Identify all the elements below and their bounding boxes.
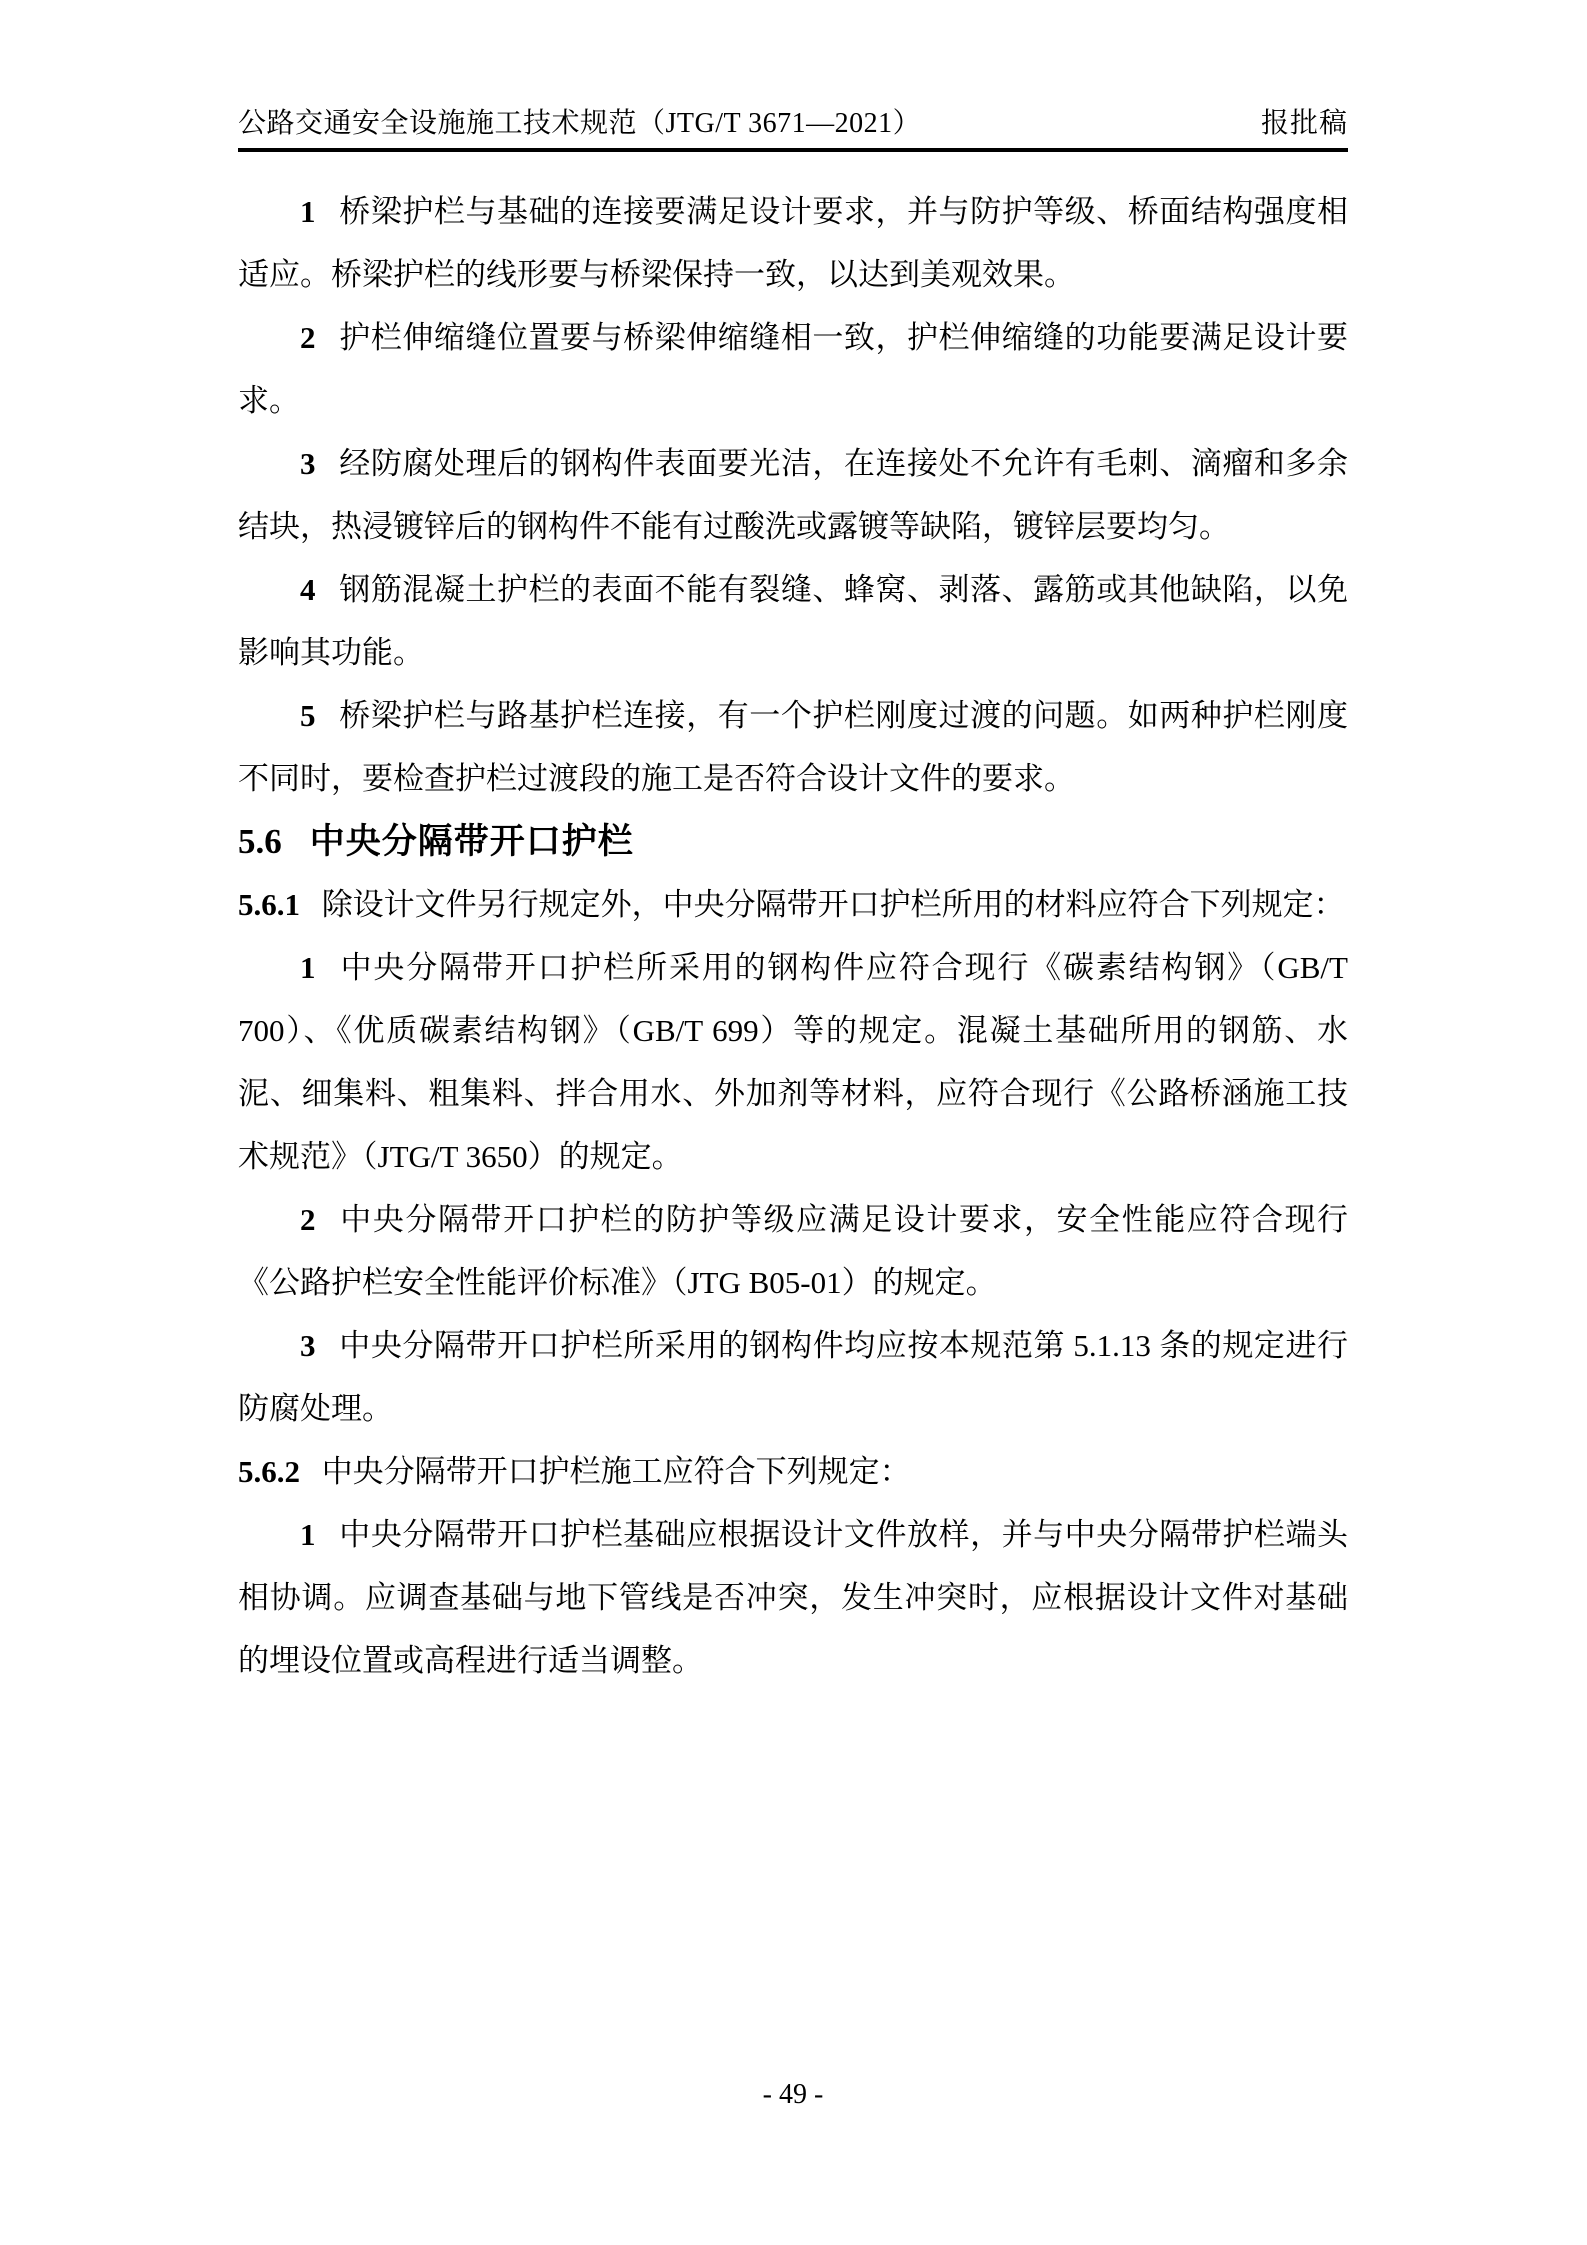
- item-number: 1: [300, 194, 316, 229]
- item-number: 1: [300, 1517, 316, 1552]
- intro-item-2: [238, 306, 1348, 432]
- running-header: [238, 106, 1348, 152]
- section-heading-5-6: [238, 810, 1348, 873]
- item-number: 1: [300, 950, 316, 985]
- document-title: 公路交通安全设施施工技术规范（JTG/T 3671—2021）: [238, 108, 922, 139]
- clause-number: 5.6.1: [238, 887, 300, 922]
- item-number: 2: [300, 320, 316, 355]
- item-text: 中央分隔带开口护栏的防护等级应满足设计要求，安全性能应符合现行《公路护栏安全性能评价标准》（JTG B05-01）的规定。: [238, 1202, 1348, 1300]
- section-title: 中央分隔带开口护栏: [309, 822, 634, 861]
- clause-5-6-2: [238, 1440, 1348, 1503]
- clause-number: 5.6.2: [238, 1454, 300, 1489]
- item-number: 5: [300, 698, 316, 733]
- clause-5-6-1-item-2: [238, 1188, 1348, 1314]
- clause-5-6-1-item-3: [238, 1314, 1348, 1440]
- intro-item-4: [238, 558, 1348, 684]
- clause-text: 中央分隔带开口护栏施工应符合下列规定：: [321, 1454, 911, 1489]
- item-text: 中央分隔带开口护栏所采用的钢构件应符合现行《碳素结构钢》（GB/T 700）、《优质碳素结构钢》（GB/T 699）等的规定。混凝土基础所用的钢筋、水泥、细集料、粗集料、拌合用水、外加剂等材料，应符合现行《公路桥涵施工技术规范》（JTG/T 3650）的规定。: [238, 950, 1348, 1174]
- page-body: [238, 180, 1348, 1692]
- item-text: 钢筋混凝土护栏的表面不能有裂缝、蜂窝、剥落、露筋或其他缺陷，以免影响其功能。: [238, 572, 1348, 670]
- clause-5-6-1-item-1: [238, 936, 1348, 1188]
- section-number: 5.6: [238, 822, 282, 861]
- item-number: 3: [300, 1328, 316, 1363]
- clause-text: 除设计文件另行规定外，中央分隔带开口护栏所用的材料应符合下列规定：: [321, 887, 1345, 922]
- item-text: 桥梁护栏与路基护栏连接，有一个护栏刚度过渡的问题。如两种护栏刚度不同时，要检查护栏过渡段的施工是否符合设计文件的要求。: [238, 698, 1348, 796]
- item-text: 桥梁护栏与基础的连接要满足设计要求，并与防护等级、桥面结构强度相适应。桥梁护栏的线形要与桥梁保持一致，以达到美观效果。: [238, 194, 1348, 292]
- intro-item-5: [238, 684, 1348, 810]
- draft-status-label: 报批稿: [1260, 108, 1348, 139]
- intro-item-1: [238, 180, 1348, 306]
- item-number: 2: [300, 1202, 316, 1237]
- item-number: 4: [300, 572, 316, 607]
- intro-item-3: [238, 432, 1348, 558]
- item-text: 中央分隔带开口护栏所采用的钢构件均应按本规范第 5.1.13 条的规定进行防腐处理。: [238, 1328, 1348, 1426]
- page-number: - 49 -: [762, 2079, 824, 2110]
- item-text: 护栏伸缩缝位置要与桥梁伸缩缝相一致，护栏伸缩缝的功能要满足设计要求。: [238, 320, 1348, 418]
- clause-5-6-2-item-1: [238, 1503, 1348, 1692]
- page-footer: [238, 2078, 1348, 2112]
- clause-5-6-1: [238, 873, 1348, 936]
- item-text: 经防腐处理后的钢构件表面要光洁，在连接处不允许有毛刺、滴瘤和多余结块，热浸镀锌后的钢构件不能有过酸洗或露镀等缺陷，镀锌层要均匀。: [238, 446, 1348, 544]
- item-text: 中央分隔带开口护栏基础应根据设计文件放样，并与中央分隔带护栏端头相协调。应调查基础与地下管线是否冲突，发生冲突时，应根据设计文件对基础的埋设位置或高程进行适当调整。: [238, 1517, 1348, 1678]
- item-number: 3: [300, 446, 316, 481]
